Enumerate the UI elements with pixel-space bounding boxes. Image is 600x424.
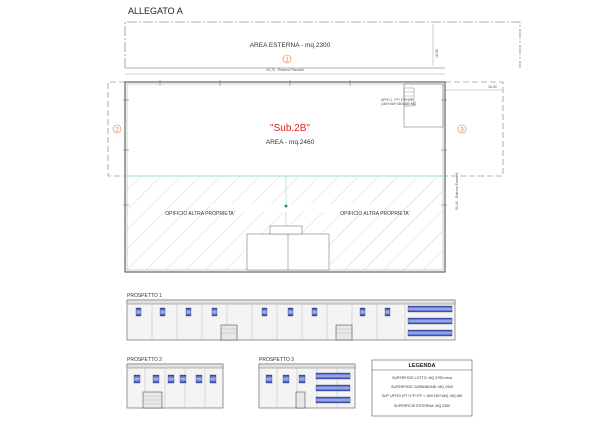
dim-right-top: 16,00 (488, 85, 497, 89)
prospetto-3-label: PROSPETTO 3 (259, 357, 294, 363)
legend-title: LEGENDA (408, 363, 436, 369)
marker-1 (283, 55, 291, 64)
other-property-area (127, 177, 443, 270)
legend-row: SUPERFICIE LOTTO: MQ 4760 circa (392, 376, 452, 380)
prospetto-2-elevation (127, 364, 223, 408)
sub-label: "Sub.2B" (270, 123, 310, 134)
uffici-note-1: UFFICI - PT+1°P+2°P (381, 98, 414, 102)
prospetto-1-label: PROSPETTO 1 (127, 293, 162, 299)
marker-1-label: 1 (285, 57, 289, 64)
prospetto-2-label: PROSPETTO 2 (127, 357, 162, 363)
page-title: ALLEGATO A (128, 6, 183, 16)
opificio-right-label: OPIFICIO ALTRA PROPRIETA' (340, 211, 410, 217)
right-boundary (445, 82, 503, 176)
marker-2-label: 2 (115, 127, 119, 134)
dim-right-side: 54,40 - Esterno Pannelli (455, 172, 459, 210)
dim-top: 91,70 - Esterno Pannelli (266, 68, 304, 72)
area-esterna-label: AREA ESTERNA - mq.2300 (249, 42, 331, 49)
marker-3 (458, 125, 466, 134)
sub2b-area (266, 123, 315, 146)
legend-box (372, 360, 472, 416)
legend-row: SUP. UFFICI (PT+1°P+2°P = 160+160+160): MQ 480 (381, 394, 463, 398)
opificio-left-label: OPIFICIO ALTRA PROPRIETA' (165, 211, 235, 217)
area-label: AREA - mq.2460 (265, 139, 315, 146)
legend-row: SUPERFICIE CAPANNONE: MQ 2400 (391, 385, 453, 389)
dim-ext-height: 18,08 (435, 49, 439, 58)
marker-2 (113, 125, 121, 134)
legend-row: SUPERFICIE ESTERNA: MQ 2300 (393, 404, 451, 408)
prospetto-3-elevation (259, 364, 355, 408)
prospetto-1-elevation (127, 300, 455, 340)
office-block (381, 84, 443, 127)
marker-3-label: 3 (460, 127, 464, 134)
uffici-note-2: (160+160+160=480 MQ (381, 102, 417, 106)
